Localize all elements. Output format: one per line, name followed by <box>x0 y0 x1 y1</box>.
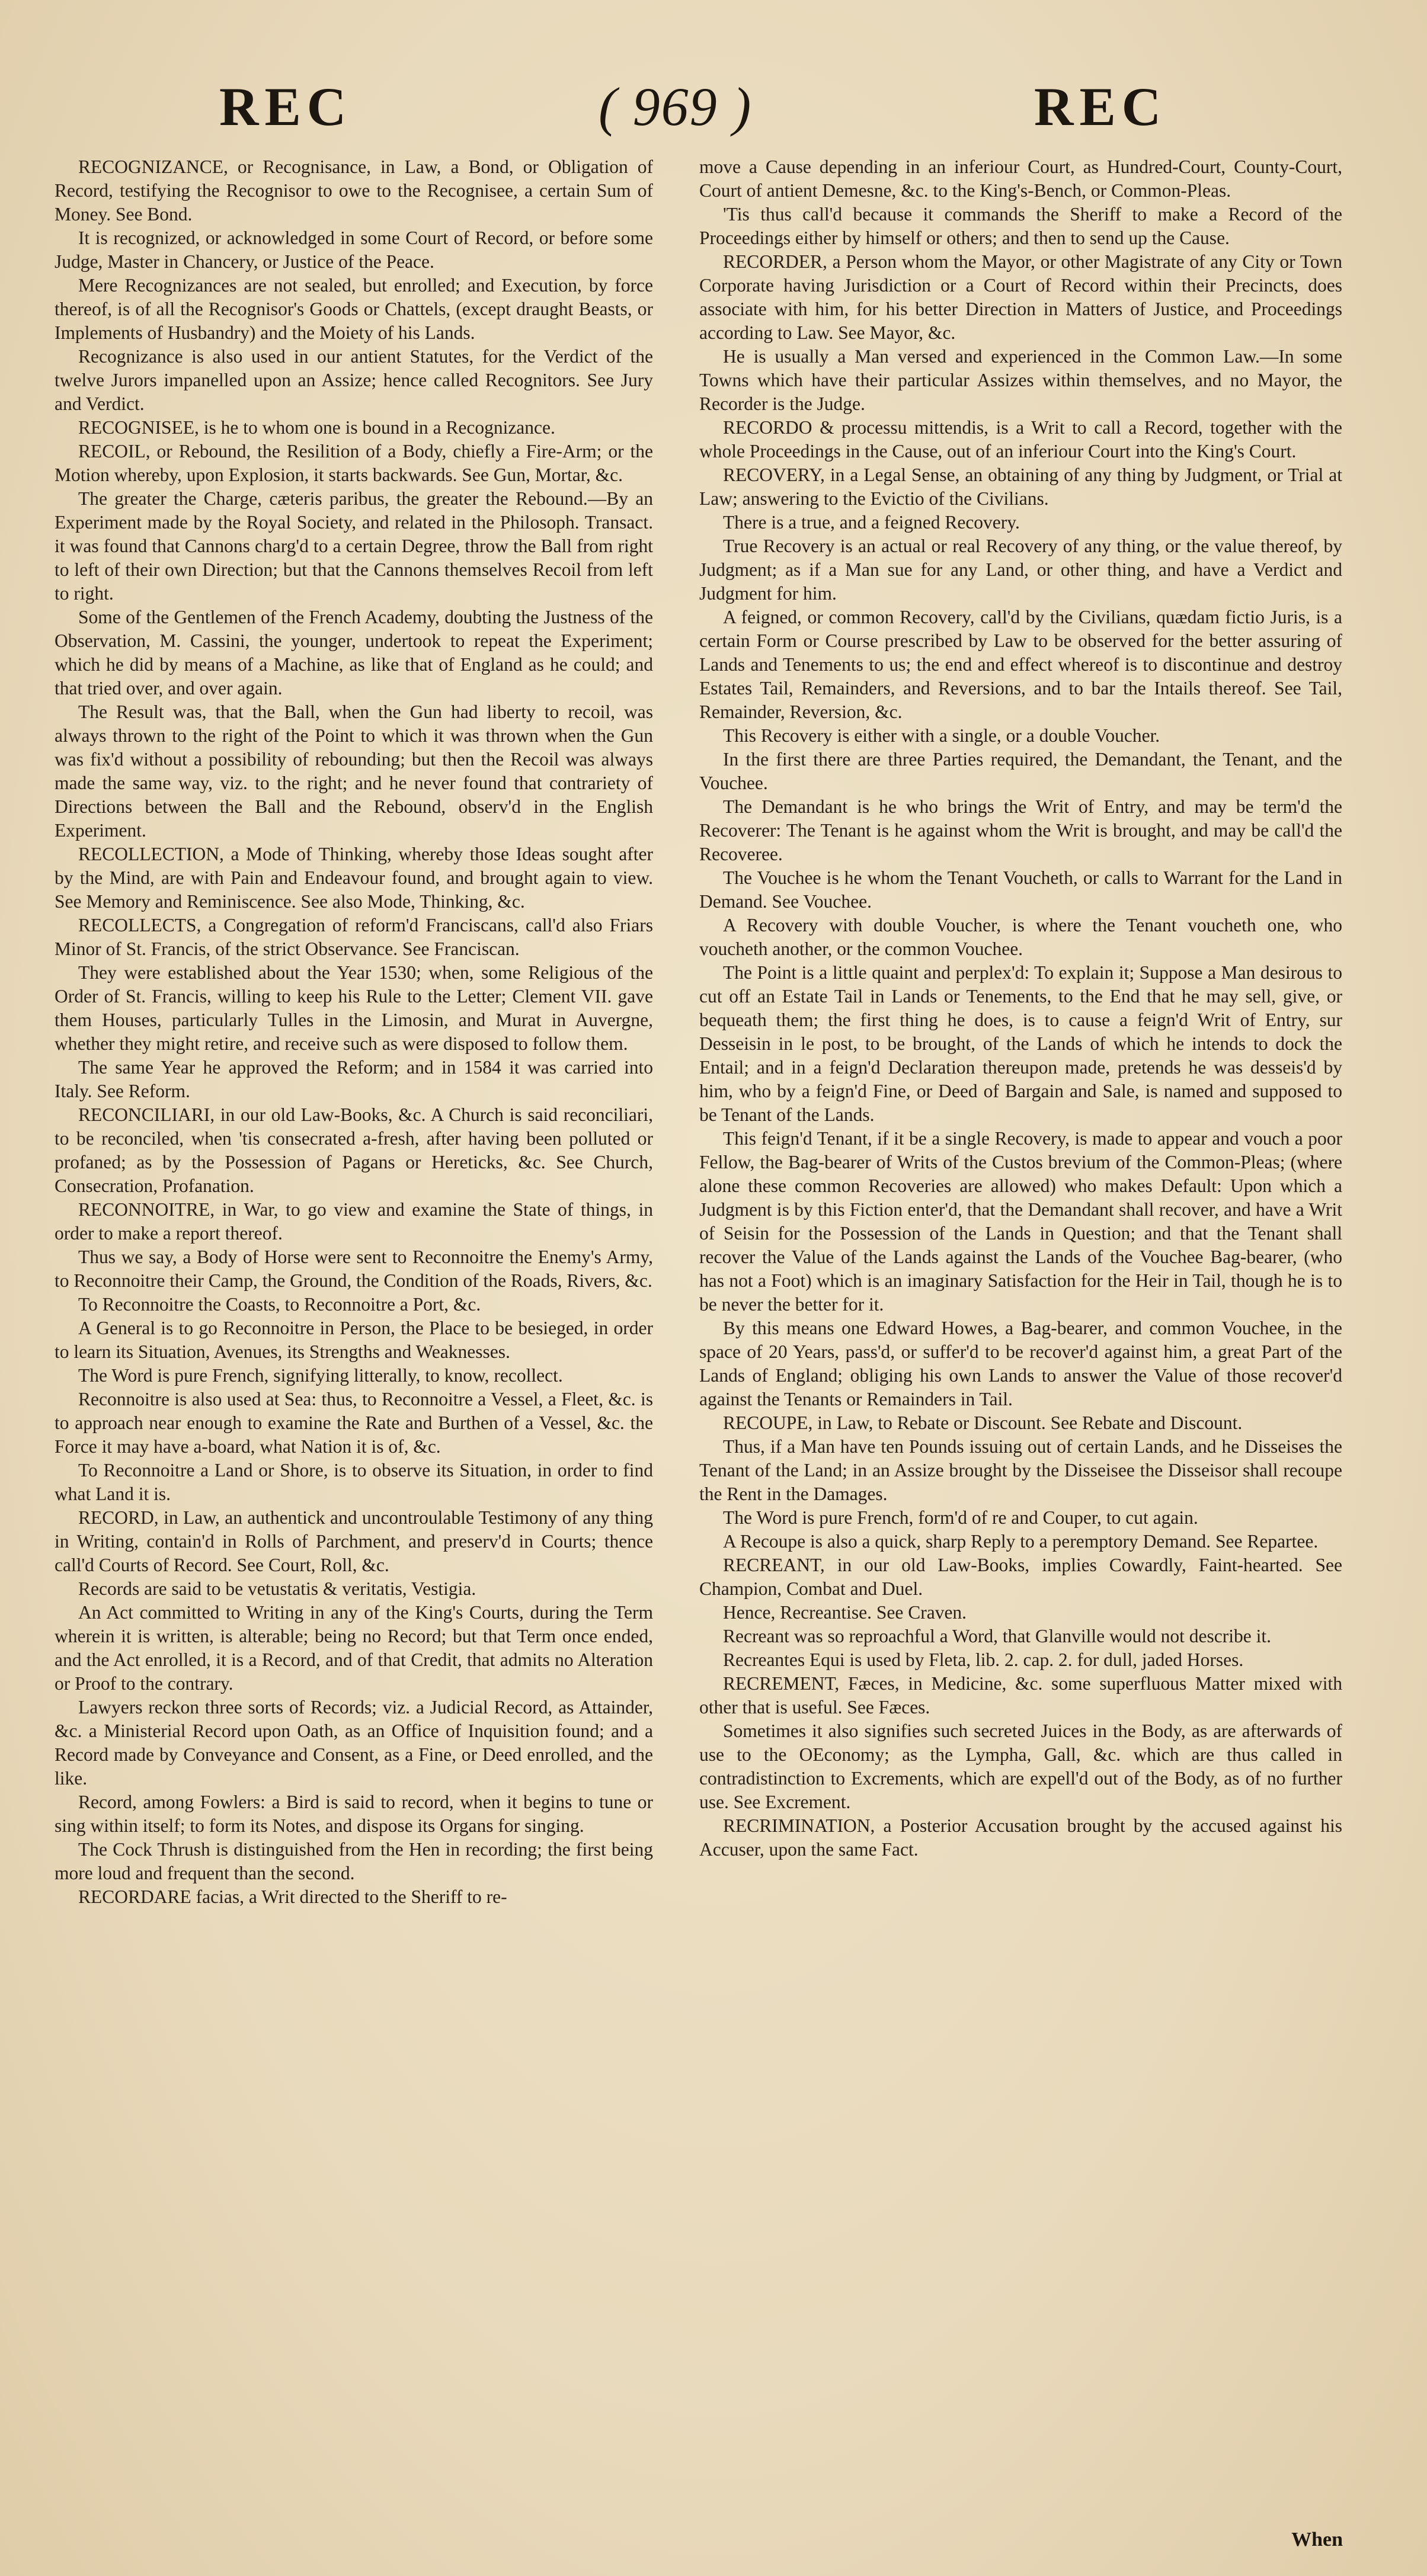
entry-paragraph: move a Cause depending in an inferiour Court, as Hundred-Court, County-Court, Court of antient Demesne, &c. to the King's-Bench, or Common-Pleas. <box>699 156 1342 201</box>
entry-paragraph: It is recognized, or acknowledged in some Court of Record, or before some Judge, Master in Chancery, or Justice of the Peace. <box>55 228 653 272</box>
entry-paragraph: The Point is a little quaint and perplex'd: To explain it; Suppose a Man desirous to cut off an Estate Tail in Lands or Tenements, to the End that he may sell, give, or bequeath them; the first thing he does, is to cause a feign'd Writ of Entry, sur Desseisin in le post, to be brought, of the Lands of which he intends to dock the Entail; and in a feign'd Declaration thereupon made, pretends he was desseis'd by him, who by a feign'd Fine, or Deed of Bargain and Sale, is named and supposed to be Tenant of the Lands. <box>699 962 1342 1125</box>
entry-paragraph: Hence, Recreantise. See Craven. <box>723 1602 967 1623</box>
entry-paragraph: Reconnoitre is also used at Sea: thus, to Reconnoitre a Vessel, a Fleet, &c. is to approach near enough to examine the Rate and Burthen of a Vessel, &c. the Force it may have a-board, what Nation it is of, &c. <box>55 1389 653 1457</box>
entry-paragraph: Record, among Fowlers: a Bird is said to record, when it begins to tune or sing within itself; to form its Notes, and dispose its Organs for singing. <box>55 1792 653 1836</box>
catchword: When <box>1291 2529 1343 2551</box>
entry-paragraph: RECREMENT, Fæces, in Medicine, &c. some superfluous Matter mixed with other that is useful. See Fæces. <box>699 1673 1342 1718</box>
entry-paragraph: This Recovery is either with a single, or a double Voucher. <box>723 725 1160 746</box>
header-left-guide: REC <box>219 76 353 137</box>
page-number: ( 969 ) <box>599 76 753 137</box>
entry-paragraph: To Reconnoitre the Coasts, to Reconnoitre a Port, &c. <box>78 1294 481 1315</box>
entry-paragraph: Lawyers reckon three sorts of Records; viz. a Judicial Record, as Attainder, &c. a Ministerial Record upon Oath, as an Office of Inquisition found; and a Record made by Conveyance and Consent, as a Fine, or Deed enrolled, and the like. <box>55 1697 653 1789</box>
entry-paragraph: The Demandant is he who brings the Writ of Entry, and may be term'd the Recoverer: The Tenant is he against whom the Writ is brought, and may be call'd the Recoveree. <box>699 796 1342 864</box>
entry-paragraph: RECOGNISEE, is he to whom one is bound in a Recognizance. <box>78 417 555 438</box>
right-column <box>699 155 1342 2513</box>
entry-paragraph: By this means one Edward Howes, a Bag-bearer, and common Vouchee, in the space of 20 Years, pass'd, or suffer'd to be recover'd against him, a great Part of the Lands of England; obliging his own Lands to answer the Value of those recover'd against the Tenants or Remainders in Tail. <box>699 1318 1342 1409</box>
entry-paragraph: RECONNOITRE, in War, to go view and examine the State of things, in order to make a report thereof. <box>55 1199 653 1244</box>
entry-paragraph: In the first there are three Parties required, the Demandant, the Tenant, and the Vouchee. <box>699 749 1342 793</box>
entry-paragraph: The Cock Thrush is distinguished from the Hen in recording; the first being more loud and frequent than the second. <box>55 1839 653 1883</box>
entry-paragraph: RECOLLECTION, a Mode of Thinking, whereby those Ideas sought after by the Mind, are with Pain and Endeavour found, and brought again to view. See Memory and Reminiscence. See also Mode, Thinking, &c. <box>55 844 653 912</box>
entry-paragraph: The Word is pure French, form'd of re and Couper, to cut again. <box>723 1507 1198 1528</box>
entry-paragraph: Thus we say, a Body of Horse were sent to Reconnoitre the Enemy's Army, to Reconnoitre their Camp, the Ground, the Condition of the Roads, Rivers, &c. <box>55 1247 653 1291</box>
entry-paragraph: The same Year he approved the Reform; and in 1584 it was carried into Italy. See Reform. <box>55 1057 653 1101</box>
entry-paragraph: The Vouchee is he whom the Tenant Voucheth, or calls to Warrant for the Land in Demand. See Vouchee. <box>699 867 1342 912</box>
header-right-guide: REC <box>1034 76 1167 137</box>
entry-paragraph: Recreantes Equi is used by Fleta, lib. 2. cap. 2. for dull, jaded Horses. <box>723 1649 1244 1670</box>
entry-paragraph: A feigned, or common Recovery, call'd by the Civilians, quædam fictio Juris, is a certain Form or Course prescribed by Law to be observed for the better assuring of Lands and Tenements to us; the end and effect whereof is to discontinue and destroy Estates Tail, Remainders, and Reversions, and to bar the Intails thereof. See Tail, Remainder, Reversion, &c. <box>699 607 1342 722</box>
entry-paragraph: RECOVERY, in a Legal Sense, an obtaining of any thing by Judgment, or Trial at Law; answering to the Evictio of the Civilians. <box>699 464 1342 509</box>
entry-paragraph: RECORDO & processu mittendis, is a Writ to call a Record, together with the whole Proceedings in the Cause, out of an inferiour Court into the King's Court. <box>699 417 1342 462</box>
entry-paragraph: RECOLLECTS, a Congregation of reform'd Franciscans, call'd also Friars Minor of St. Francis, of the strict Observance. See Franciscan. <box>55 915 653 959</box>
entry-paragraph: RECORDER, a Person whom the Mayor, or other Magistrate of any City or Town Corporate having Jurisdiction or a Court of Record within their Precincts, does associate with him, for his better Direction in Matters of Justice, and Proceedings according to Law. See Mayor, &c. <box>699 251 1342 343</box>
entry-paragraph: RECOIL, or Rebound, the Resilition of a Body, chiefly a Fire-Arm; or the Motion whereby, upon Explosion, it starts backwards. See Gun, Mortar, &c. <box>55 441 653 485</box>
entry-paragraph: They were established about the Year 1530; when, some Religious of the Order of St. Francis, willing to keep his Rule to the Letter; Clement VII. gave them Houses, particularly Tulles in the Limosin, and Murat in Auvergne, whether they might retire, and receive such as were disposed to follow them. <box>55 962 653 1054</box>
running-header <box>0 71 1427 148</box>
entry-paragraph: A General is to go Reconnoitre in Person, the Place to be besieged, in order to learn its Situation, Avenues, its Strengths and Weaknesses. <box>55 1318 653 1362</box>
entry-paragraph: True Recovery is an actual or real Recovery of any thing, or the value thereof, by Judgment; as if a Man sue for any Land, or other thing, and have a Verdict and Judgment for him. <box>699 536 1342 604</box>
left-column <box>55 155 653 2513</box>
entry-paragraph: Mere Recognizances are not sealed, but enrolled; and Execution, by force thereof, is of all the Recognisor's Goods or Chattels, (except draught Beasts, or Implements of Husbandry) and the Moiety of his Lands. <box>55 275 653 343</box>
entry-paragraph: RECREANT, in our old Law-Books, implies Cowardly, Faint-hearted. See Champion, Combat and Duel. <box>699 1555 1342 1599</box>
entry-paragraph: A Recovery with double Voucher, is where the Tenant voucheth one, who voucheth another, or the common Vouchee. <box>699 915 1342 959</box>
entry-paragraph: RECONCILIARI, in our old Law-Books, &c. A Church is said reconciliari, to be reconciled, when 'tis consecrated a-fresh, after having been polluted or profaned; as by the Possession of Pagans or Hereticks, &c. See Church, Consecration, Profanation. <box>55 1104 653 1196</box>
entry-paragraph: This feign'd Tenant, if it be a single Recovery, is made to appear and vouch a poor Fellow, the Bag-bearer of Writs of the Custos brevium of the Common-Pleas; (where alone these common Recoveries are allowed) who makes Default: Upon which a Judgment is by this Fiction enter'd, that the Demandant shall recover, and have a Writ of Seisin for the Possession of the Lands in Question; and that the Tenant shall recover the Value of the Lands against the Lands of the Vouchee Bag-bearer, (who has not a Foot) which is an imaginary Satisfaction for the Heir in Tail, though he is to be never the better for it. <box>699 1128 1342 1315</box>
entry-paragraph: An Act committed to Writing in any of the King's Courts, during the Term wherein it is written, is alterable; being no Record; but that Term once ended, and the Act enrolled, it is a Record, and of that Credit, that admits no Alteration or Proof to the contrary. <box>55 1602 653 1694</box>
entry-paragraph: RECRIMINATION, a Posterior Accusation brought by the accused against his Accuser, upon the same Fact. <box>699 1815 1342 1860</box>
entry-paragraph: RECOUPE, in Law, to Rebate or Discount. See Rebate and Discount. <box>723 1412 1243 1433</box>
entry-paragraph: Thus, if a Man have ten Pounds issuing out of certain Lands, and he Disseises the Tenant of the Land; in an Assize brought by the Disseisee the Disseisor shall recoupe the Rent in the Damages. <box>699 1436 1342 1504</box>
entry-paragraph: The Word is pure French, signifying litterally, to know, recollect. <box>78 1365 563 1386</box>
entry-paragraph: A Recoupe is also a quick, sharp Reply to a peremptory Demand. See Repartee. <box>723 1531 1319 1552</box>
entry-paragraph: Records are said to be vetustatis & veritatis, Vestigia. <box>78 1578 476 1599</box>
entry-paragraph: RECORDARE facias, a Writ directed to the Sheriff to re- <box>78 1886 507 1907</box>
entry-paragraph: The Result was, that the Ball, when the Gun had liberty to recoil, was always thrown to the right of the Point to which it was thrown when the Gun was fix'd without a possibility of rebounding; but then the Recoil was always made the same way, viz. to the right; and he never found that contrariety of Directions between the Ball and the Rebound, observ'd in the English Experiment. <box>55 701 653 841</box>
entry-paragraph: The greater the Charge, cæteris paribus, the greater the Rebound.—By an Experiment made by the Royal Society, and related in the Philosoph. Transact. it was found that Cannons charg'd to a certain Degree, throw the Ball from right to left of their own Direction; but that the Cannons themselves Recoil from left to right. <box>55 488 653 604</box>
entry-paragraph: There is a true, and a feigned Recovery. <box>723 512 1020 533</box>
entry-paragraph: 'Tis thus call'd because it commands the Sheriff to make a Record of the Proceedings either by himself or others; and then to send up the Cause. <box>699 204 1342 248</box>
entry-paragraph: RECORD, in Law, an authentick and uncontroulable Testimony of any thing in Writing, contain'd in Rolls of Parchment, and preserv'd in Courts; thence call'd Courts of Record. See Court, Roll, &c. <box>55 1507 653 1575</box>
entry-paragraph: Recreant was so reproachful a Word, that Glanville would not describe it. <box>723 1626 1271 1646</box>
entry-paragraph: Recognizance is also used in our antient Statutes, for the Verdict of the twelve Jurors impanelled upon an Assize; hence called Recognitors. See Jury and Verdict. <box>55 346 653 414</box>
entry-paragraph: He is usually a Man versed and experienced in the Common Law.—In some Towns which have their particular Assizes within themselves, and no Mayor, the Recorder is the Judge. <box>699 346 1342 414</box>
entry-paragraph: Some of the Gentlemen of the French Academy, doubting the Justness of the Observation, M. Cassini, the younger, undertook to repeat the Experiment; which he did by means of a Machine, as like that of England as he could; and that tried over, and over again. <box>55 607 653 699</box>
entry-paragraph: RECOGNIZANCE, or Recognisance, in Law, a Bond, or Obligation of Record, testifying the Recognisor to owe to the Recognisee, a certain Sum of Money. See Bond. <box>55 156 653 225</box>
entry-paragraph: Sometimes it also signifies such secreted Juices in the Body, as are afterwards of use to the OEconomy; as the Lympha, Gall, &c. which are thus called in contradistinction to Excrements, which are expell'd out of the Body, as of no further use. See Excrement. <box>699 1720 1342 1812</box>
entry-paragraph: To Reconnoitre a Land or Shore, is to observe its Situation, in order to find what Land it is. <box>55 1460 653 1504</box>
